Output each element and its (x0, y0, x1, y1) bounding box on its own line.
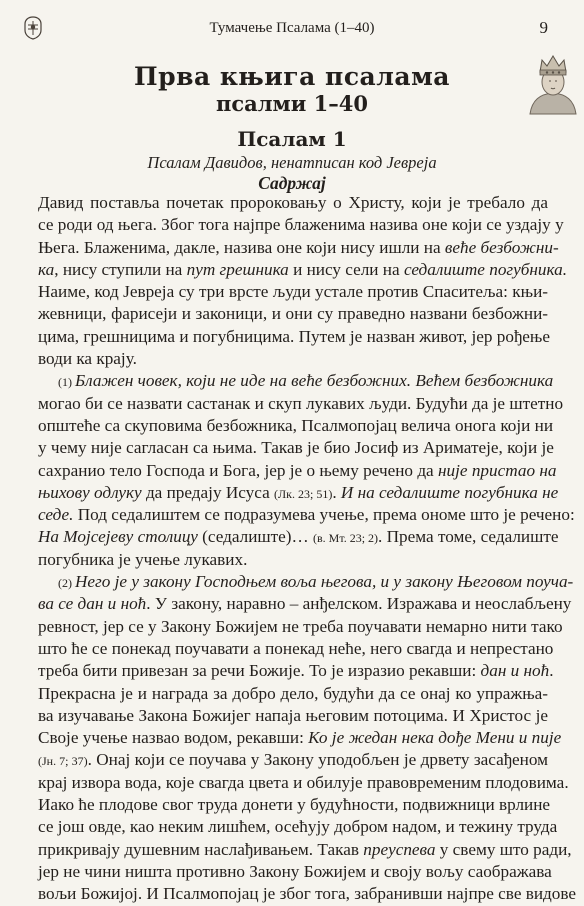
text-segment: ва изучавање Закона Божијег напаја његовим потоцима. И Христос је (38, 705, 548, 725)
text-line (38, 616, 563, 638)
text-line (38, 348, 548, 370)
text-segment: прикривају душевним наслађивањем. Такав (38, 839, 364, 859)
text-segment: Него је у закону Господњем воља његова, и у закону Његовом поуча- (75, 572, 574, 592)
text-segment: Иако ће плодове свог труда донети у будућности, подвижници врлине (38, 795, 551, 815)
text-segment: могао би се назвати састанак и скуп лукавих људи. Будући да је штетно (38, 393, 564, 413)
text-line (38, 259, 568, 281)
text-line (38, 638, 554, 660)
text-segment: (седалиште)… (197, 527, 314, 547)
bible-reference: (Лк. 23; 51) (274, 486, 333, 501)
text-line (38, 237, 559, 259)
text-segment: , нису ступили на (54, 259, 187, 279)
text-segment: се роди од њега. Због тога најпре блаженима назива оне који се уздају у (38, 215, 564, 235)
text-segment: јер не чини ништа противно Закону Божијем и своју вољу саображава (38, 861, 552, 881)
section-heading: Садржај (258, 173, 326, 193)
bible-reference: (Јн. 7; 37) (38, 754, 88, 769)
text-line (38, 370, 554, 392)
text-segment: Под седалиштем се подразумева учење, према ономе што је речено: (73, 505, 575, 525)
text-segment: . У закону, наравно – анђелском. Изражава и неослабљену (146, 594, 572, 614)
text-line (38, 393, 564, 415)
text-segment: вољи Божијој. И Псалмопојац је због тога, забранивши најпре све видове (38, 884, 577, 904)
verse-number: (2) (58, 576, 75, 591)
text-line (38, 526, 559, 548)
text-segment: крај извора вода, које свагда цвета и обилује правовременим плодовима. (38, 772, 569, 792)
text-line (38, 482, 559, 504)
text-segment: . Онај који се поучава у Закону уподобљен је дрвету засађеном (87, 750, 548, 770)
text-segment: њихову одлуку (38, 482, 142, 502)
text-line (38, 281, 548, 303)
text-line (38, 214, 564, 236)
text-line (38, 303, 548, 325)
text-segment: Ко је жедан нека дође Мени и пије (308, 728, 562, 748)
text-segment: општеће са скуповима безбожника, Псалмопојац велича онога који ни (38, 415, 554, 435)
text-line (38, 705, 548, 727)
text-segment: Блажен човек, који не иде на веће безбожних. Већем безбожника (75, 371, 554, 391)
page-header (0, 16, 584, 44)
text-line (38, 593, 572, 615)
text-segment: пут грешника (186, 259, 289, 279)
text-line (38, 660, 554, 682)
text-segment: И на седалиште погубника не (340, 482, 559, 502)
text-line (38, 192, 548, 214)
text-line (38, 772, 569, 794)
text-segment: . (332, 482, 341, 502)
psalm-title: Псалам 1 (237, 127, 347, 151)
text-segment: води ка крају. (38, 349, 137, 369)
text-segment: седалиште погубника. (403, 259, 568, 279)
text-segment: се још овде, као неким лишћем, осећују добром надом, и тежину труда (38, 817, 558, 837)
text-segment: погубника је учење лукавих. (38, 549, 248, 569)
text-segment: није пристао на (438, 460, 557, 480)
text-line (38, 415, 554, 437)
text-segment: жевници, фарисеји и законици, и они су праведно названи безбожни- (38, 304, 548, 324)
page-number: 9 (539, 18, 548, 37)
text-segment: ва се дан и ноћ (38, 594, 147, 614)
text-line (38, 460, 557, 482)
text-line (38, 727, 562, 749)
text-line (38, 437, 554, 459)
psalm-subtitle: Псалам Давидов, ненатписан код Јевреја (147, 153, 437, 172)
text-segment: и нису сели на (288, 259, 404, 279)
text-segment: Њега. Блаженима, дакле, назива оне који нису ишли на (38, 237, 445, 257)
text-segment: у свему што ради, (435, 839, 572, 859)
text-segment: ка (38, 259, 55, 279)
text-line (38, 839, 572, 861)
book-title: Прва књига псалама (133, 62, 450, 91)
text-segment: цима, грешницима и погубницима. Путем је назван живот, јер рођење (38, 326, 550, 346)
text-line (38, 816, 558, 838)
text-line (38, 794, 551, 816)
text-segment: преуспева (363, 839, 436, 859)
text-segment: да предају Исуса (141, 482, 275, 502)
text-segment: Наиме, код Јевреја су три врсте људи устале против Спаситеља: књи- (38, 282, 548, 302)
text-segment: што ће се понекад поучавати а понекад неће, него свагда и непрестано (38, 638, 554, 658)
text-segment: сахранио тело Господа и Бога, јер је о њему речено да (38, 460, 438, 480)
verse-number: (1) (58, 375, 75, 390)
text-segment: ревност, јер се у Закону Божијем не треба поучавати немарно нити тако (38, 616, 563, 636)
text-segment: Своје учење назвао водом, рекавши: (38, 728, 309, 748)
text-line (38, 749, 548, 771)
text-segment: . Према томе, седалиште (378, 527, 559, 547)
text-segment: веће безбожни- (444, 237, 559, 257)
text-segment: На Мојсејеву столицу (38, 527, 198, 547)
running-head: Тумачење Псалама (1–40) (209, 20, 375, 36)
body-text (38, 192, 577, 906)
text-line (38, 883, 577, 905)
text-line (38, 549, 548, 571)
text-line (38, 571, 574, 593)
text-line (38, 683, 548, 705)
text-segment: треба бити привезан за речи Божије. То је изразио рекавши: (38, 661, 481, 681)
text-segment: седе. (38, 505, 74, 525)
text-line (38, 504, 575, 526)
bible-reference: (в. Мт. 23; 2) (313, 531, 379, 546)
text-segment: . (549, 661, 554, 681)
text-segment: у чему није сагласан са њима. Такав је био Јосиф из Ариматеје, који је (38, 438, 554, 458)
book-subtitle: псалми 1–40 (215, 91, 369, 116)
text-segment: дан и ноћ (480, 661, 550, 681)
text-segment: Прекрасна је и награда за добро дело, будући да се онај ко упражња- (38, 683, 548, 703)
text-line (38, 326, 548, 348)
text-segment: Давид поставља почетак пророковању о Христу, који је требало да (38, 193, 548, 212)
text-line (38, 861, 552, 883)
